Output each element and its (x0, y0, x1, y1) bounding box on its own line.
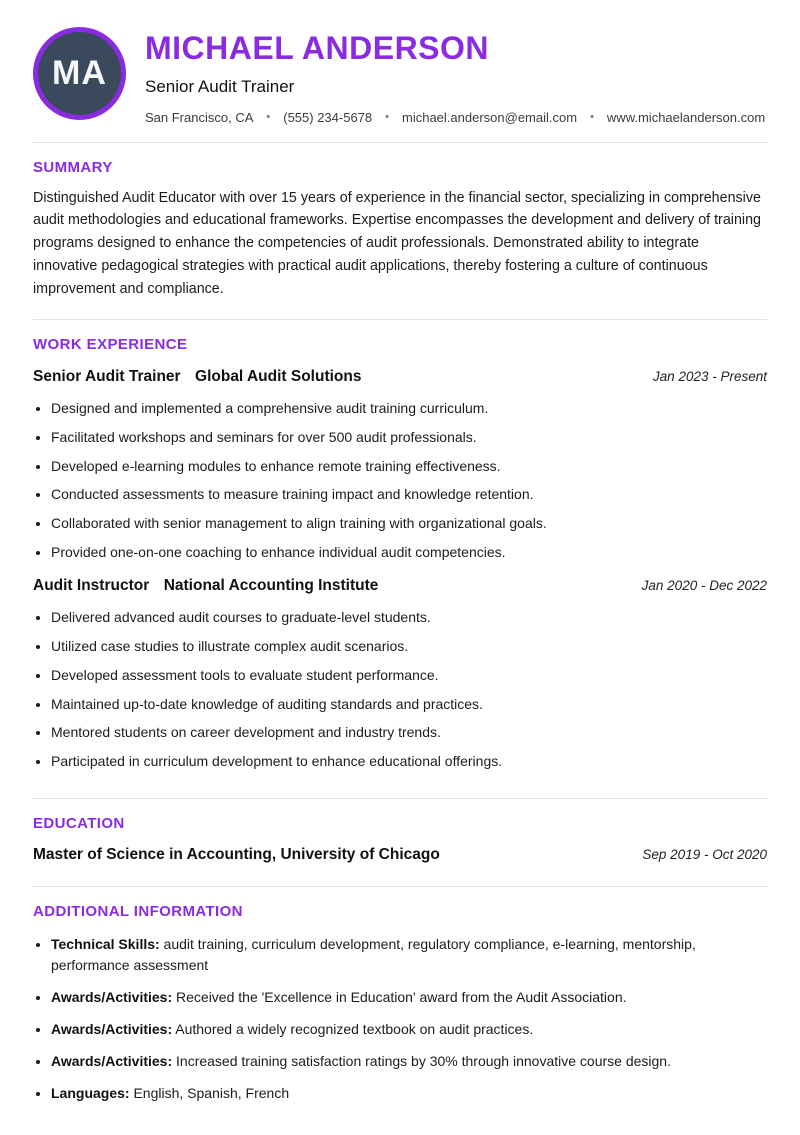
avatar-initials: MA (52, 54, 107, 92)
item-label: Awards/Activities: (51, 1020, 173, 1037)
job-bullet: • Delivered advanced audit courses to graduate-level students. (51, 607, 767, 627)
item-text: Received the 'Excellence in Education' award from the Audit Association. (172, 988, 627, 1005)
job-bullet: • Utilized case studies to illustrate complex audit scenarios. (51, 636, 767, 656)
section-divider (33, 142, 767, 143)
job-header (33, 368, 767, 386)
job-bullet: • Collaborated with senior management to align training with organizational goals. (51, 513, 767, 533)
job-dates: Jan 2020 - Dec 2022 (641, 578, 767, 594)
job-company: Global Audit Solutions (195, 367, 362, 385)
section-divider (33, 798, 767, 799)
job-entry (33, 368, 767, 562)
additional-item (51, 934, 767, 976)
job-bullet-list (33, 398, 767, 562)
education-degree: Master of Science in Accounting, University of Chicago (33, 845, 440, 863)
job-bullet-list (33, 607, 767, 771)
additional-item (51, 987, 767, 1008)
additional-item (51, 1051, 767, 1072)
job-company: National Accounting Institute (163, 577, 379, 595)
name-heading: MICHAEL ANDERSON (145, 30, 490, 66)
job-dates: Jan 2023 - Present (652, 368, 767, 384)
additional-item (51, 1019, 767, 1040)
job-title-company (33, 368, 361, 386)
contact-row (145, 110, 767, 125)
job-position: Audit Instructor (33, 577, 150, 595)
additional-information-section (33, 903, 767, 1135)
contact-location: San Francisco, CA (145, 109, 254, 125)
education-section (33, 815, 767, 886)
additional-information-heading: ADDITIONAL INFORMATION (33, 902, 243, 920)
job-entry (33, 577, 767, 771)
item-text: Authored a widely recognized textbook on audit practices. (172, 1020, 534, 1037)
job-bullet: • Participated in curriculum development to enhance educational offerings. (51, 751, 767, 771)
job-bullet: • Provided one-on-one coaching to enhance individual audit competencies. (51, 542, 767, 562)
dot-separator: • (266, 111, 271, 124)
additional-item (51, 1083, 767, 1104)
header (33, 0, 767, 125)
job-bullet: • Conducted assessments to measure training impact and knowledge retention. (51, 484, 767, 504)
dot-separator: • (590, 111, 594, 124)
item-text: Increased training satisfaction ratings by 30% through innovative course design. (172, 1052, 671, 1069)
job-bullet: • Mentored students on career development and industry trends. (51, 722, 767, 742)
item-label: Awards/Activities: (51, 1052, 173, 1069)
job-bullet: • Maintained up-to-date knowledge of auditing standards and practices. (51, 694, 767, 714)
section-divider (33, 319, 767, 320)
job-bullet: • Facilitated workshops and seminars for over 500 audit professionals. (51, 427, 767, 447)
contact-email: michael.anderson@email.com (402, 109, 578, 125)
item-text: audit training, curriculum development, regulatory compliance, e-learning, mentorship, performance assessment (51, 935, 696, 973)
job-bullet: • Designed and implemented a comprehensive audit training curriculum. (51, 398, 767, 418)
dot-separator: • (385, 111, 389, 124)
item-label: Awards/Activities: (51, 988, 173, 1005)
job-bullet: • Developed e-learning modules to enhance remote training effectiveness. (51, 456, 767, 476)
summary-text: Distinguished Audit Educator with over 15 years of experience in the financial sector, specializing in comprehensive audit methodologies and educational frameworks. Expertise encompasses the development and delivery of training programs designed to enhance the competencies of audit professionals. Demonstrated ability to integrate innovative pedagogical strategies with practical audit applications, thereby fostering a culture of continuous improvement and compliance. (33, 189, 761, 298)
job-bullet: • Developed assessment tools to evaluate student performance. (51, 665, 767, 685)
section-divider (33, 886, 767, 887)
avatar (33, 27, 126, 120)
item-label: Languages: (51, 1084, 130, 1101)
header-info (145, 27, 767, 125)
education-dates: Sep 2019 - Oct 2020 (642, 846, 767, 862)
education-heading: EDUCATION (33, 814, 125, 832)
education-entry (33, 846, 767, 864)
job-header (33, 577, 767, 595)
item-text: English, Spanish, French (129, 1084, 290, 1101)
summary-section (33, 159, 767, 319)
work-experience-heading: WORK EXPERIENCE (33, 335, 188, 353)
job-title: Senior Audit Trainer (145, 76, 295, 96)
additional-list (33, 934, 767, 1104)
header-wrap (33, 0, 767, 142)
item-label: Technical Skills: (51, 935, 160, 952)
job-title-company (33, 577, 378, 595)
contact-phone: (555) 234-5678 (283, 109, 373, 125)
contact-website: www.michaelanderson.com (606, 109, 766, 125)
work-experience-section (33, 336, 767, 798)
summary-heading: SUMMARY (33, 158, 113, 176)
job-position: Senior Audit Trainer (33, 367, 181, 385)
